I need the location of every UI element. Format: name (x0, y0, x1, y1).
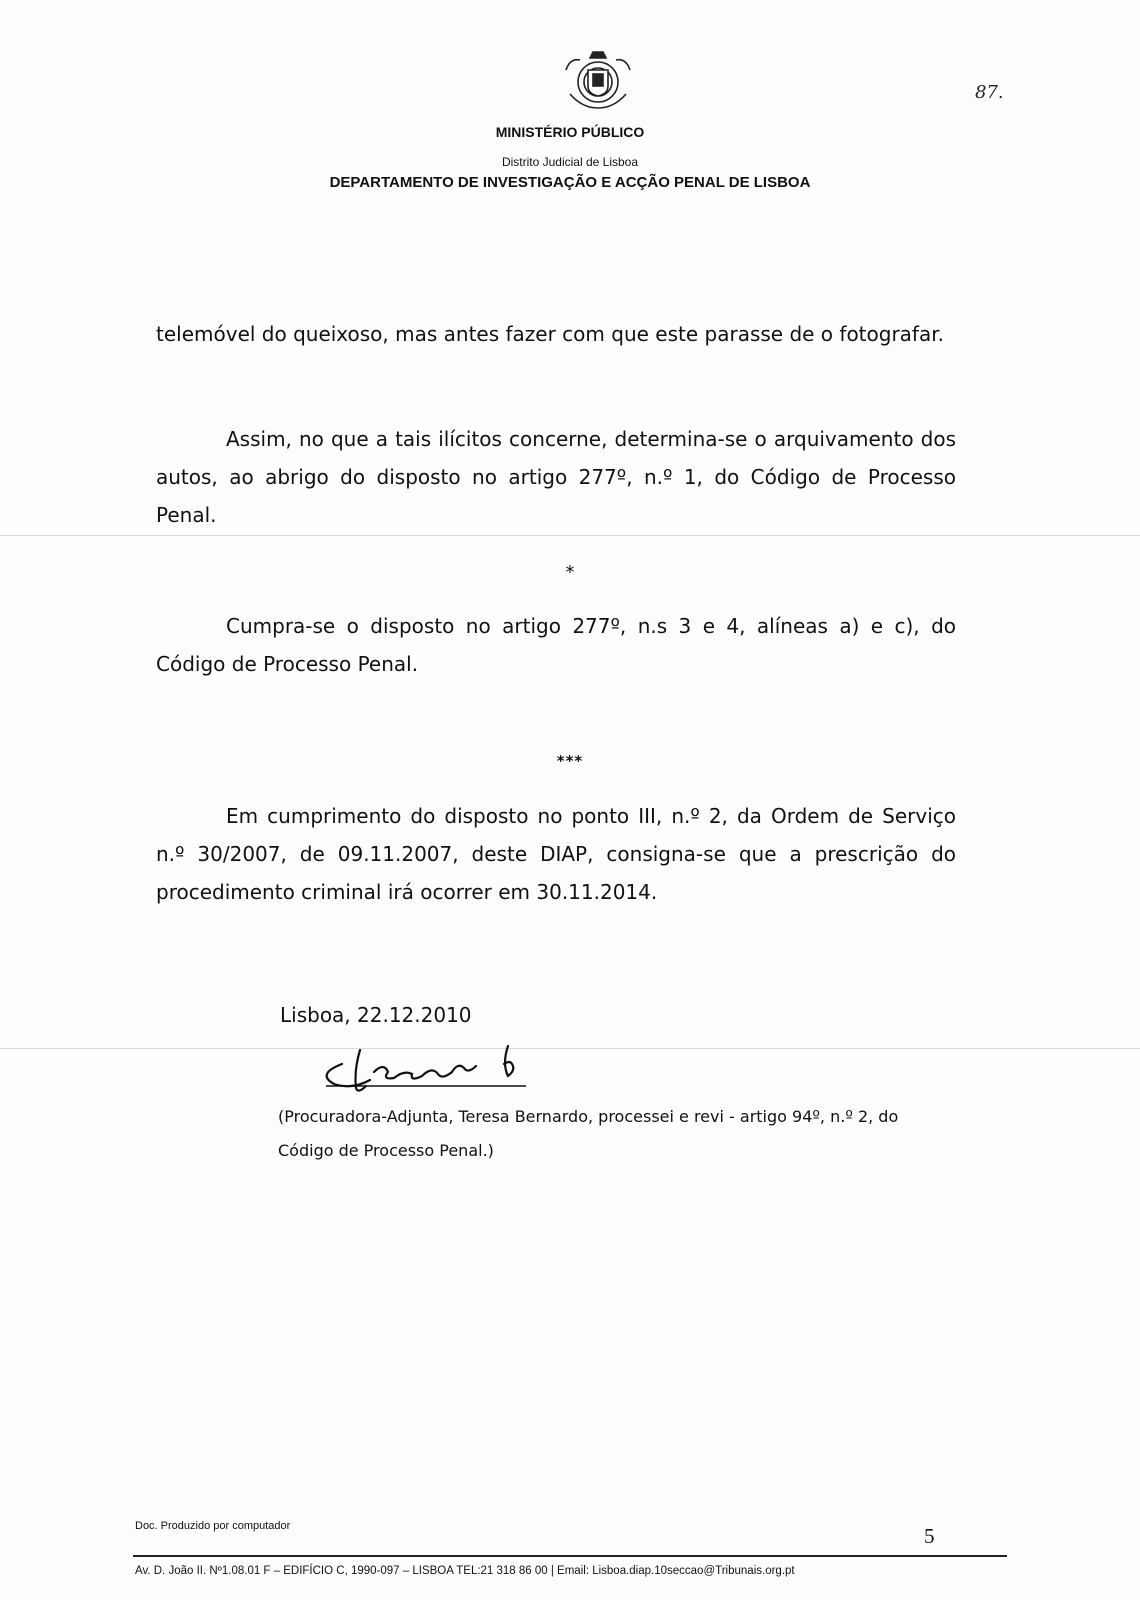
body-paragraph: Em cumprimento do disposto no ponto III, n.º 2, da Ordem de Serviço n.º 30/2007, de 09.11.2007, deste DIAP, consigna-se que a prescrição do procedimento criminal irá ocorrer em 30.11.2014. (156, 804, 956, 904)
footer-address: Av. D. João II. Nº1.08.01 F – EDIFÍCIO C, 1990-097 – LISBOA TEL:21 318 86 00 | Email: Lisboa.diap.10seccao@Tribunais.org.pt (135, 1565, 795, 1577)
signatory-closing: (Procuradora-Adjunta, Teresa Bernardo, processei e revi - artigo 94º, n.º 2, do Código de Processo Penal.) (278, 1107, 899, 1160)
body-paragraph: Assim, no que a tais ilícitos concerne, determina-se o arquivamento dos autos, ao abrigo do disposto no artigo 277º, n.º 1, do Código de Processo Penal. (156, 427, 956, 527)
folio-annotation: 87. (975, 82, 1004, 103)
ministry-title: MINISTÉRIO PÚBLICO (495, 124, 645, 140)
section-separator: * (565, 562, 575, 583)
footer-divider (133, 1555, 1007, 1557)
page-number: 5 (924, 1524, 935, 1548)
footer-note: Doc. Produzido por computador (135, 1520, 291, 1532)
paper-fold-line (0, 1048, 1140, 1049)
place-and-date: Lisboa, 22.12.2010 (280, 1003, 472, 1027)
body-paragraph: Cumpra-se o disposto no artigo 277º, n.s 3 e 4, alíneas a) e c), do Código de Processo Penal. (156, 614, 956, 676)
portuguese-coat-of-arms-icon (560, 50, 636, 112)
judicial-district: Distrito Judicial de Lisboa (501, 155, 639, 169)
paper-fold-line (0, 535, 1140, 536)
handwritten-signature (312, 1042, 562, 1092)
section-separator: *** (556, 752, 584, 770)
body-paragraph: telemóvel do queixoso, mas antes fazer com que este parasse de o fotografar. (156, 322, 944, 346)
department-title: DEPARTAMENTO DE INVESTIGAÇÃO E ACÇÃO PENAL DE LISBOA (329, 174, 811, 191)
